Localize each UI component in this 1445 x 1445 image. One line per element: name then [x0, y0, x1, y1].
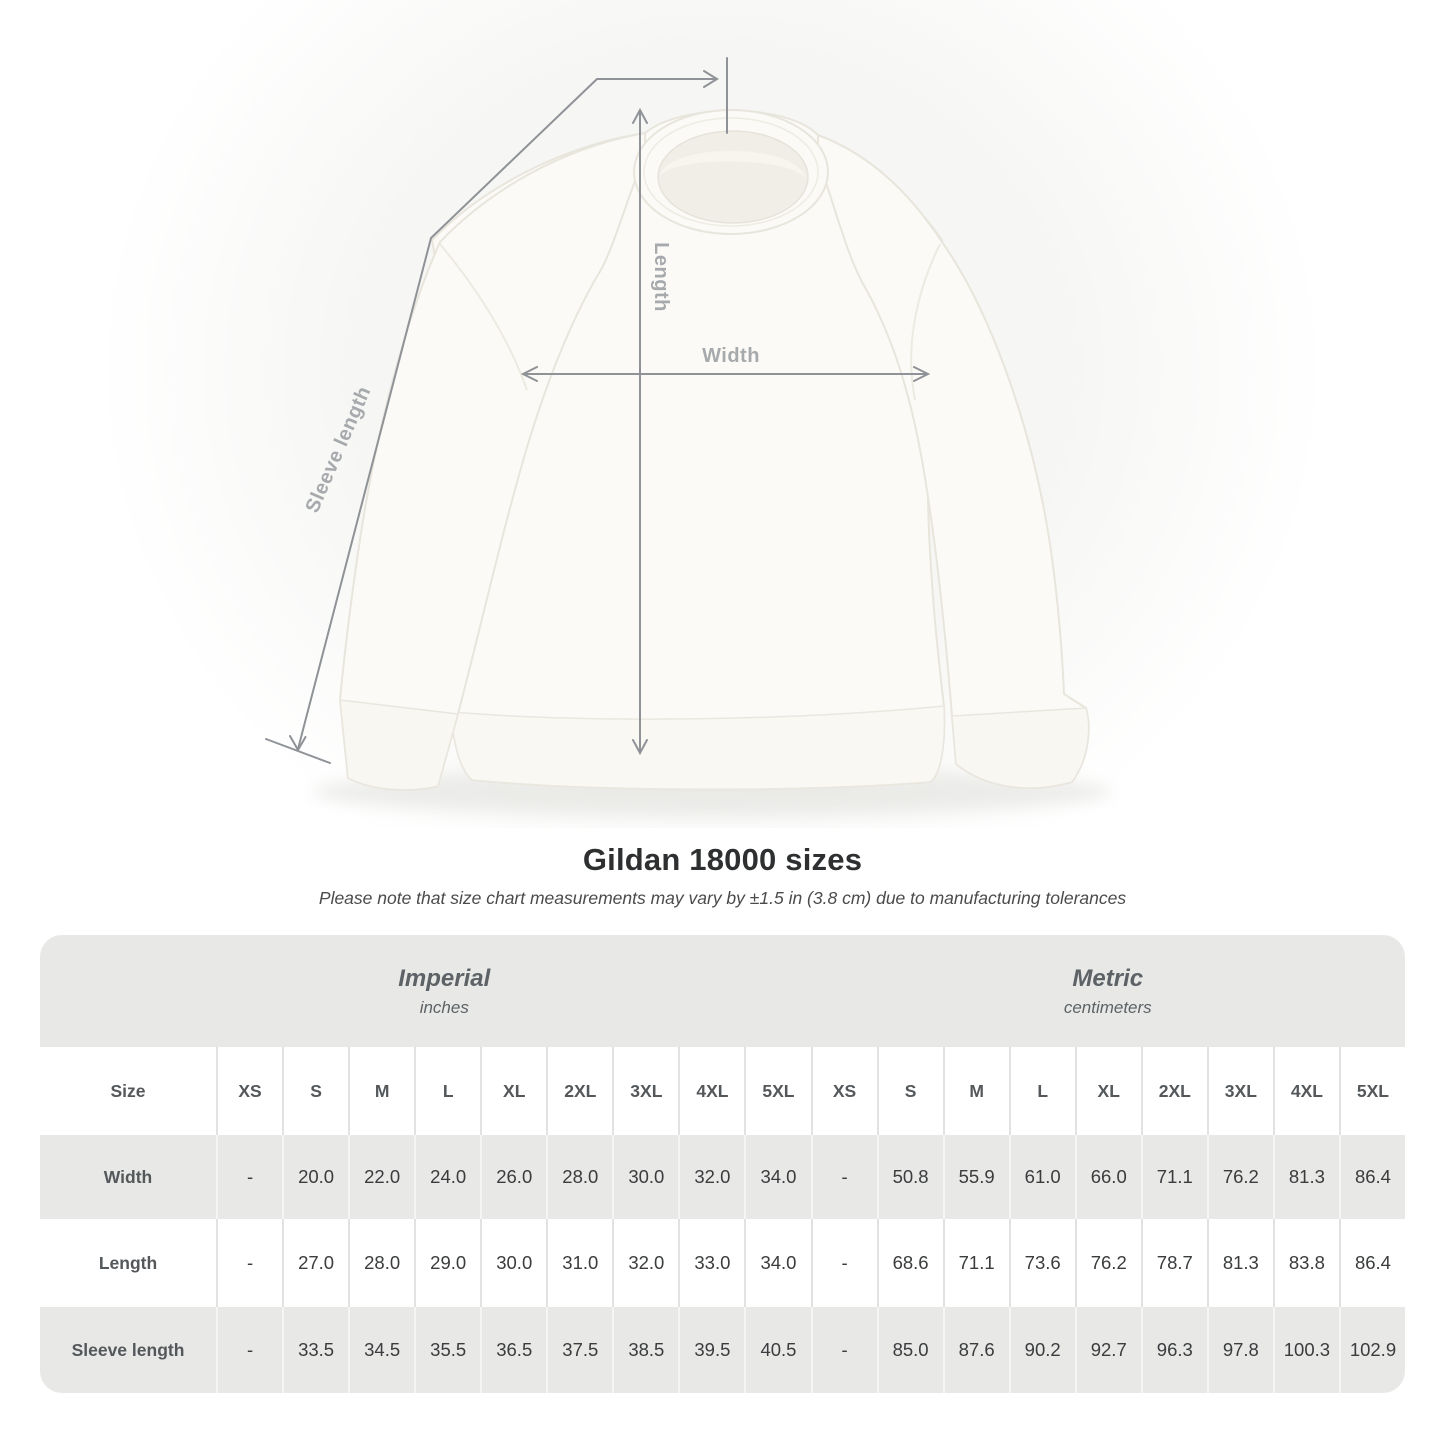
size-header: M: [943, 1047, 1009, 1135]
value-cell: 34.5: [348, 1307, 414, 1393]
value-cell: 30.0: [480, 1219, 546, 1307]
metric-group-header: [811, 935, 1405, 1047]
size-column-header: Size: [110, 1080, 146, 1101]
value-cell: 50.8: [877, 1135, 943, 1219]
metric-group-unit: centimeters: [1063, 997, 1152, 1017]
value-cell: 22.0: [348, 1135, 414, 1219]
value-cell: 73.6: [1009, 1219, 1075, 1307]
value-cell: -: [811, 1135, 877, 1219]
sleeve-length-row: [40, 1307, 1405, 1393]
collar-opening: [658, 131, 808, 223]
value-cell: 31.0: [546, 1219, 612, 1307]
value-cell: 81.3: [1207, 1219, 1273, 1307]
size-header: M: [348, 1047, 414, 1135]
imperial-group-unit: inches: [419, 997, 469, 1017]
size-header-row: [40, 1047, 1405, 1135]
value-cell: 55.9: [943, 1135, 1009, 1219]
value-cell: 85.0: [877, 1307, 943, 1393]
value-cell: 71.1: [1141, 1135, 1207, 1219]
value-cell: 102.9: [1339, 1307, 1405, 1393]
unit-group-header-row: [40, 935, 1405, 1047]
value-cell: -: [216, 1307, 282, 1393]
value-cell: 34.0: [744, 1219, 810, 1307]
value-cell: 97.8: [1207, 1307, 1273, 1393]
value-cell: 40.5: [744, 1307, 810, 1393]
size-header: 3XL: [612, 1047, 678, 1135]
value-cell: 81.3: [1273, 1135, 1339, 1219]
size-header: L: [414, 1047, 480, 1135]
value-cell: 90.2: [1009, 1307, 1075, 1393]
sweatshirt-left-cuff: [340, 700, 458, 790]
value-cell: -: [216, 1219, 282, 1307]
value-cell: 68.6: [877, 1219, 943, 1307]
value-cell: 71.1: [943, 1219, 1009, 1307]
value-cell: 30.0: [612, 1135, 678, 1219]
size-header: 4XL: [1273, 1047, 1339, 1135]
size-header: L: [1009, 1047, 1075, 1135]
value-cell: 76.2: [1207, 1135, 1273, 1219]
value-cell: 28.0: [348, 1219, 414, 1307]
value-cell: 78.7: [1141, 1219, 1207, 1307]
size-header: 4XL: [678, 1047, 744, 1135]
size-header: 2XL: [1141, 1047, 1207, 1135]
value-cell: 66.0: [1075, 1135, 1141, 1219]
value-cell: 96.3: [1141, 1307, 1207, 1393]
imperial-group-header: [40, 935, 811, 1047]
size-header: S: [877, 1047, 943, 1135]
width-row: [40, 1135, 1405, 1219]
value-cell: 87.6: [943, 1307, 1009, 1393]
value-cell: 33.0: [678, 1219, 744, 1307]
value-cell: 76.2: [1075, 1219, 1141, 1307]
size-table: [40, 935, 1405, 1393]
value-cell: 86.4: [1339, 1135, 1405, 1219]
size-header: S: [282, 1047, 348, 1135]
value-cell: 26.0: [480, 1135, 546, 1219]
value-cell: 35.5: [414, 1307, 480, 1393]
value-cell: 27.0: [282, 1219, 348, 1307]
value-cell: 39.5: [678, 1307, 744, 1393]
row-label-length: Length: [98, 1252, 158, 1273]
tolerance-note: Please note that size chart measurements may vary by ±1.5 in (3.8 cm) due to manufacturing tolerances: [318, 888, 1127, 908]
value-cell: 33.5: [282, 1307, 348, 1393]
value-cell: 86.4: [1339, 1219, 1405, 1307]
imperial-group-label: Imperial: [398, 964, 491, 992]
heading-block: [0, 842, 1445, 909]
size-header: XL: [480, 1047, 546, 1135]
length-row: [40, 1219, 1405, 1307]
size-header: XS: [216, 1047, 282, 1135]
size-header: 2XL: [546, 1047, 612, 1135]
size-header: 3XL: [1207, 1047, 1273, 1135]
value-cell: 29.0: [414, 1219, 480, 1307]
value-cell: 100.3: [1273, 1307, 1339, 1393]
size-header: 5XL: [1339, 1047, 1405, 1135]
value-cell: 61.0: [1009, 1135, 1075, 1219]
width-dim-label: Width: [702, 345, 760, 367]
size-header: 5XL: [744, 1047, 810, 1135]
value-cell: 83.8: [1273, 1219, 1339, 1307]
page-title: Gildan 18000 sizes: [582, 842, 863, 877]
sleeve-dim-tick-bottom: [266, 739, 330, 763]
row-label-width: Width: [103, 1166, 153, 1187]
value-cell: 20.0: [282, 1135, 348, 1219]
size-header: XS: [811, 1047, 877, 1135]
value-cell: 38.5: [612, 1307, 678, 1393]
sleeve-dim-label: Sleeve length: [301, 383, 376, 517]
value-cell: 24.0: [414, 1135, 480, 1219]
length-dim-label: Length: [650, 242, 672, 312]
metric-group-label: Metric: [1072, 964, 1144, 992]
value-cell: -: [216, 1135, 282, 1219]
row-label-sleeve-length: Sleeve length: [71, 1339, 185, 1360]
size-header: XL: [1075, 1047, 1141, 1135]
value-cell: 92.7: [1075, 1307, 1141, 1393]
value-cell: -: [811, 1219, 877, 1307]
value-cell: -: [811, 1307, 877, 1393]
value-cell: 34.0: [744, 1135, 810, 1219]
value-cell: 37.5: [546, 1307, 612, 1393]
value-cell: 32.0: [612, 1219, 678, 1307]
value-cell: 32.0: [678, 1135, 744, 1219]
sweatshirt-waistband: [452, 706, 944, 789]
value-cell: 36.5: [480, 1307, 546, 1393]
value-cell: 28.0: [546, 1135, 612, 1219]
